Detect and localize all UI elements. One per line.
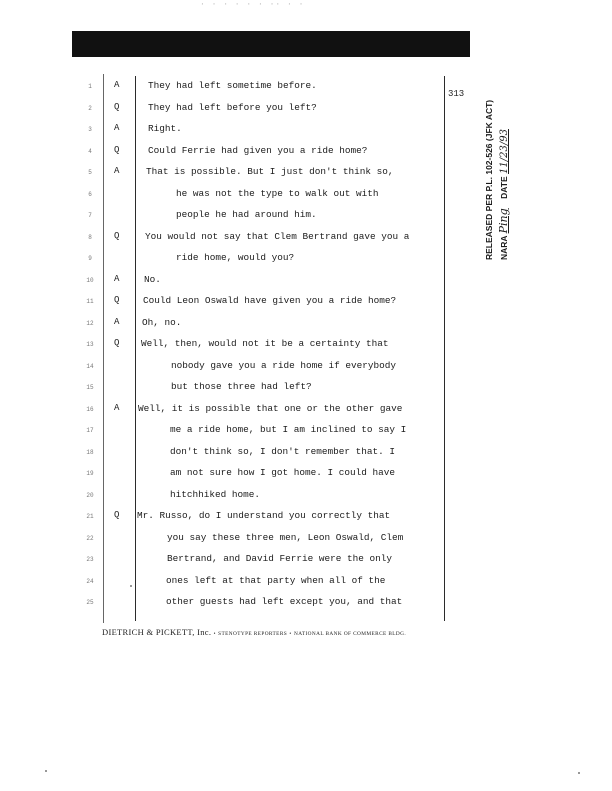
speaker-label: A bbox=[114, 80, 120, 90]
testimony-text: Mr. Russo, do I understand you correctly that bbox=[137, 510, 391, 521]
transcript-line bbox=[0, 252, 612, 268]
testimony-text: No. bbox=[144, 273, 161, 285]
speaker-label: A bbox=[114, 402, 120, 413]
transcript-line bbox=[0, 467, 612, 483]
line-number: 13 bbox=[86, 341, 94, 348]
line-number: 20 bbox=[86, 491, 94, 499]
testimony-text: Well, it is possible that one or the other gave bbox=[138, 402, 403, 414]
testimony-text: don't think so, I don't remember that. I bbox=[170, 445, 396, 457]
testimony-text: Could Leon Oswald have given you a ride home? bbox=[143, 295, 397, 306]
stamp-date: 11/23/93 bbox=[499, 129, 510, 174]
testimony-text: Well, then, would not it be a certainty that bbox=[141, 338, 389, 349]
stamp-release-line: RELEASED PER P.L. 102-526 (JFK ACT) bbox=[484, 99, 494, 260]
testimony-text: people he had around him. bbox=[176, 209, 317, 220]
header-faint-text: · · · · · · ·· · · bbox=[200, 0, 305, 9]
line-number: 18 bbox=[86, 448, 94, 456]
line-number: 16 bbox=[86, 405, 94, 413]
line-number: 24 bbox=[86, 577, 94, 585]
speaker-label: A bbox=[114, 166, 120, 176]
transcript-line bbox=[0, 596, 612, 612]
testimony-text: They had left sometime before. bbox=[148, 80, 317, 91]
testimony-text: Oh, no. bbox=[142, 316, 182, 328]
line-number: 21 bbox=[86, 513, 94, 520]
line-number: 17 bbox=[86, 427, 94, 434]
transcript-line bbox=[0, 231, 612, 247]
reporter-footer bbox=[102, 627, 406, 637]
speaker-label: Q bbox=[114, 230, 120, 241]
testimony-text: They had left before you left? bbox=[148, 101, 317, 113]
testimony-text: ones left at that party when all of the bbox=[166, 574, 386, 586]
transcript-line bbox=[0, 532, 612, 548]
transcript-line bbox=[0, 102, 612, 118]
line-number: 5 bbox=[88, 169, 92, 176]
line-number: 10 bbox=[86, 276, 94, 284]
line-number: 14 bbox=[86, 362, 94, 370]
transcript-line bbox=[0, 123, 612, 139]
speaker-label: Q bbox=[114, 338, 120, 348]
transcript-line bbox=[0, 338, 612, 354]
testimony-text: hitchhiked home. bbox=[170, 488, 261, 500]
testimony-text: am not sure how I got home. I could have bbox=[170, 467, 396, 478]
speaker-label: A bbox=[114, 123, 120, 133]
page-number: 313 bbox=[448, 89, 465, 99]
footer-sep: • bbox=[289, 631, 292, 637]
scan-speck bbox=[130, 585, 132, 587]
line-number: 8 bbox=[88, 233, 92, 241]
transcript-line bbox=[0, 80, 612, 96]
speaker-label: Q bbox=[114, 510, 120, 520]
transcript-line bbox=[0, 381, 612, 397]
scan-speck bbox=[578, 772, 580, 774]
line-number: 4 bbox=[88, 147, 92, 155]
testimony-text: Bertrand, and David Ferrie were the only bbox=[167, 553, 393, 564]
footer-sep: • bbox=[213, 631, 216, 637]
testimony-text: Right. bbox=[148, 123, 182, 134]
testimony-text: he was not the type to walk out with bbox=[176, 187, 379, 199]
scan-speck bbox=[45, 770, 47, 772]
line-number: 19 bbox=[86, 470, 94, 477]
line-number: 6 bbox=[88, 190, 92, 198]
footer-firm: DIETRICH & PICKETT, Inc. bbox=[102, 627, 212, 637]
release-stamp bbox=[484, 100, 510, 260]
line-number: 15 bbox=[86, 384, 94, 391]
stamp-date-label: DATE bbox=[499, 176, 509, 199]
stamp-signature: Ping bbox=[497, 208, 510, 234]
testimony-text: but those three had left? bbox=[171, 381, 312, 392]
line-number: 23 bbox=[86, 556, 94, 563]
footer-role: STENOTYPE REPORTERS bbox=[218, 631, 288, 637]
line-number: 25 bbox=[86, 599, 94, 606]
testimony-text: ride home, would you? bbox=[176, 252, 295, 263]
top-black-bar bbox=[72, 31, 470, 57]
speaker-label: Q bbox=[114, 101, 120, 112]
line-number: 22 bbox=[86, 534, 94, 542]
testimony-text: That is possible. But I just don't think so, bbox=[146, 166, 394, 177]
stamp-nara-label: NARA bbox=[499, 235, 509, 260]
line-number: 7 bbox=[88, 212, 92, 219]
testimony-text: You would not say that Clem Bertrand gave you a bbox=[145, 230, 410, 242]
testimony-text: other guests had left except you, and that bbox=[166, 596, 403, 607]
transcript-line bbox=[0, 166, 612, 182]
speaker-label: A bbox=[114, 316, 120, 327]
stamp-nara-line bbox=[497, 100, 510, 260]
line-number: 2 bbox=[88, 104, 92, 112]
transcript-line bbox=[0, 209, 612, 225]
transcript-line bbox=[0, 188, 612, 204]
transcript-line bbox=[0, 295, 612, 311]
transcript-line bbox=[0, 317, 612, 333]
transcript-line bbox=[0, 145, 612, 161]
testimony-text: Could Ferrie had given you a ride home? bbox=[148, 144, 368, 156]
transcript-line bbox=[0, 424, 612, 440]
speaker-label: Q bbox=[114, 144, 120, 155]
transcript-line bbox=[0, 360, 612, 376]
line-number: 3 bbox=[88, 126, 92, 133]
testimony-text: you say these three men, Leon Oswald, Clem bbox=[167, 531, 404, 543]
line-number: 9 bbox=[88, 255, 92, 262]
transcript-line bbox=[0, 510, 612, 526]
transcript-line bbox=[0, 274, 612, 290]
testimony-text: nobody gave you a ride home if everybody bbox=[171, 359, 397, 371]
footer-address: NATIONAL BANK OF COMMERCE BLDG. bbox=[294, 631, 407, 637]
line-number: 12 bbox=[86, 319, 94, 327]
speaker-label: A bbox=[114, 273, 120, 284]
transcript-line bbox=[0, 446, 612, 462]
line-number: 11 bbox=[86, 298, 94, 305]
transcript-line bbox=[0, 553, 612, 569]
testimony-text: me a ride home, but I am inclined to say I bbox=[170, 424, 407, 435]
transcript-line bbox=[0, 403, 612, 419]
speaker-label: Q bbox=[114, 295, 120, 305]
transcript-line bbox=[0, 575, 612, 591]
transcript-line bbox=[0, 489, 612, 505]
line-number: 1 bbox=[88, 83, 92, 90]
